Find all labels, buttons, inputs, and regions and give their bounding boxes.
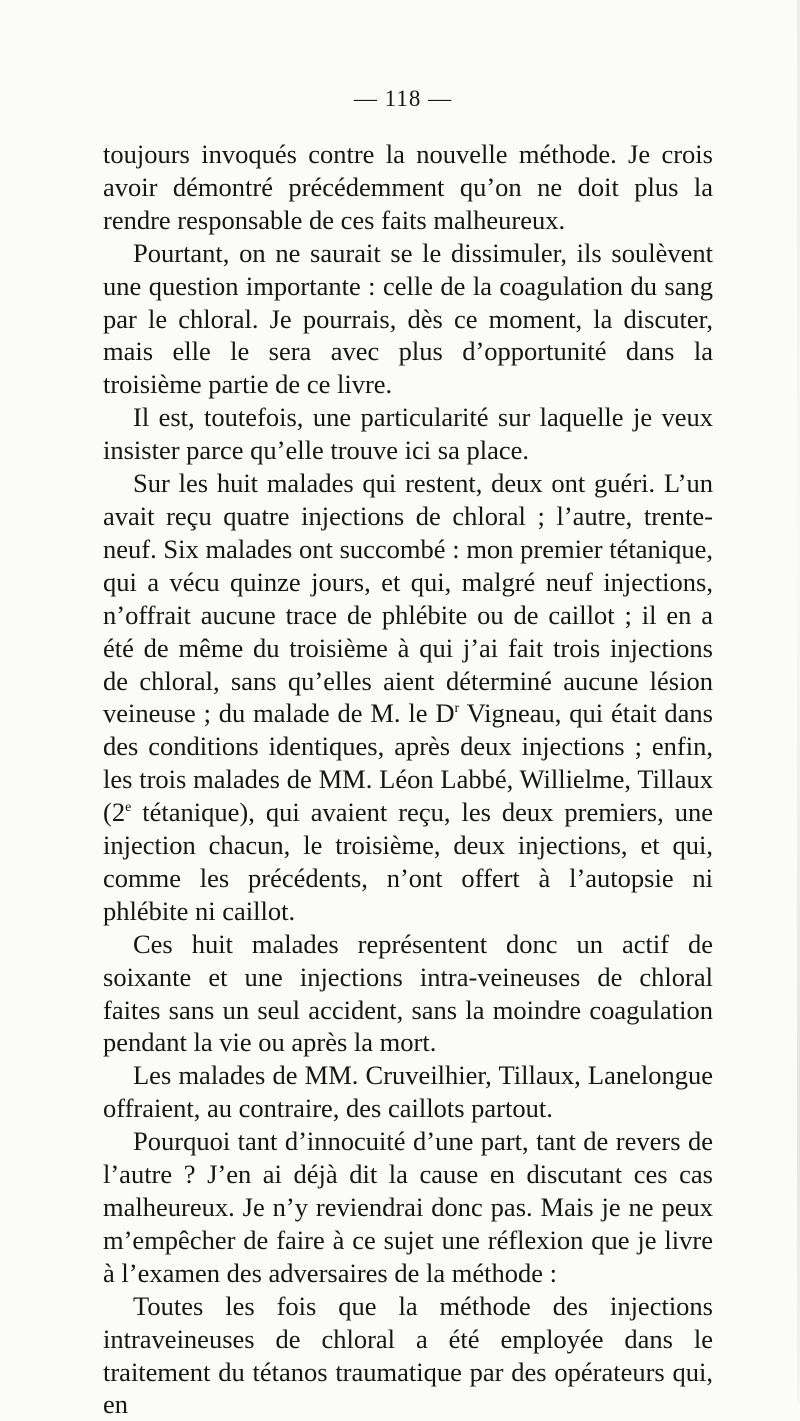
doctor-abbrev-superscript: r (454, 701, 460, 717)
paragraph-4-text-b: Vigneau, qui était dans des conditions identiques, après deux injections ; enfin, les trois malades de MM. Léon Labbé, Willielme, Tillaux (2 (103, 698, 713, 828)
paragraph-8: Toutes les fois que la méthode des injections intraveineuses de chloral a été employée dans le traitement du tétanos traumatique par des opérateurs qui, en (103, 1290, 713, 1420)
paragraph-6: Les malades de MM. Cruveilhier, Tillaux, Lanelongue offraient, au contraire, des caillots partout. (103, 1060, 713, 1124)
paragraph-1: toujours invoqués contre la nouvelle méthode. Je crois avoir démontré précédemment qu’on ne doit plus la rendre responsable de ces faits malheureux. (103, 139, 713, 235)
page-body (103, 138, 713, 1421)
page-number: — 118 — (353, 86, 453, 111)
ordinal-superscript: e (125, 800, 132, 816)
paragraph-4-text-c: tétanique), qui avaient reçu, les deux premiers, une injection chacun, le troisième, deux injections, et qui, comme les précédents, n’ont offert à l’autopsie ni phlébite ni caillot. (103, 797, 713, 926)
paragraph-4 (103, 467, 713, 928)
paragraph-5: Ces huit malades représentent donc un actif de soixante et une injections intra-veineuses de chloral faites sans un seul accident, sans la moindre coagulation pendant la vie ou après la mort. (103, 928, 713, 1058)
paragraph-4-text-a: Sur les huit malades qui restent, deux ont guéri. L’un avait reçu quatre injections de chloral ; l’autre, trente-neuf. Six malades ont succombé : mon premier tétanique, qui a vécu quinze jours, et qui, malgré neuf injections, n’offrait aucune trace de phlébite ou de caillot ; il en a été de même du troisième à qui j’ai fait trois injections de chloral, sans qu’elles aient déterminé aucune lésion veineuse ; du malade de M. le D (103, 468, 713, 729)
paragraph-7: Pourquoi tant d’innocuité d’une part, tant de revers de l’autre ? J’en ai déjà dit la cause en discutant ces cas malheureux. Je n’y reviendrai donc pas. Mais je ne peux m’empêcher de faire à ce sujet une réflexion que je livre à l’examen des adversaires de la méthode : (103, 1126, 713, 1288)
paragraph-3: Il est, toutefois, une particularité sur laquelle je veux insister parce qu’elle trouve ici sa place. (103, 402, 713, 466)
paragraph-2: Pourtant, on ne saurait se le dissimuler, ils soulèvent une question importante : celle de la coagulation du sang par le chloral. Je pourrais, dès ce moment, la discuter, mais elle le sera avec plus d’opportunité dans la troisième partie de ce livre. (103, 237, 713, 400)
